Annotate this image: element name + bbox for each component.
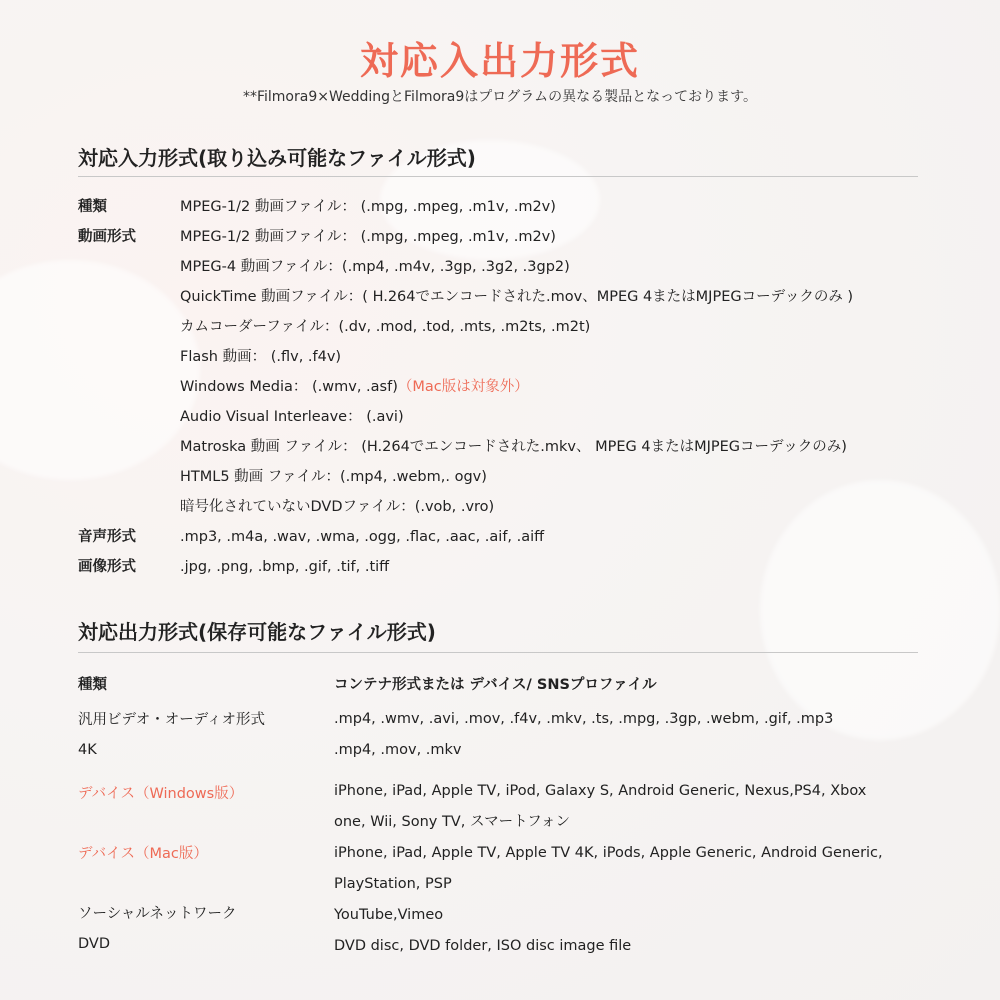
input-format-text: Flash 動画： (.flv, .f4v) (180, 349, 342, 365)
input-format-text: Matroska 動画 ファイル： (H.264でエンコードされた.mkv、 MPEG 4またはMJPEGコーデックのみ) (180, 439, 847, 455)
input-format-label: 種類 (78, 199, 107, 215)
input-format-value (180, 342, 341, 372)
input-format-text: HTML5 動画 ファイル：(.mp4, .webm,. ogv) (180, 469, 487, 485)
input-format-text: カムコーダーファイル：(.dv, .mod, .tod, .mts, .m2ts, .m2t) (180, 319, 591, 335)
input-format-note: （Mac版は対象外） (397, 379, 529, 395)
output-col-type-header: 種類 (78, 677, 107, 693)
input-format-value (180, 372, 529, 402)
output-value-social: YouTube,Vimeo (334, 907, 444, 923)
input-format-value (180, 432, 847, 462)
output-value-mac-devices-2: PlayStation, PSP (334, 876, 452, 892)
section-divider (78, 176, 918, 177)
section-divider (78, 652, 918, 653)
input-format-value (180, 462, 487, 492)
input-format-value (180, 252, 570, 282)
output-label-social: ソーシャルネットワーク (78, 906, 237, 922)
input-format-text: 暗号化されていないDVDファイル：(.vob, .vro) (180, 499, 495, 515)
input-format-value (180, 522, 544, 552)
output-value-mac-devices-1: iPhone, iPad, Apple TV, Apple TV 4K, iPods, Apple Generic, Android Generic, (334, 845, 883, 861)
input-format-value (180, 402, 404, 432)
output-label-mac-devices: デバイス（Mac版） (78, 846, 208, 862)
input-format-text: MPEG-4 動画ファイル：(.mp4, .m4v, .3gp, .3g2, .3gp2) (180, 259, 570, 275)
output-label-general: 汎用ビデオ・オーディオ形式 (78, 712, 266, 728)
input-format-text: Windows Media： (.wmv, .asf) (180, 379, 398, 395)
input-format-value (180, 192, 556, 222)
input-format-value (180, 312, 590, 342)
page-title: 対応入出力形式 (359, 39, 640, 83)
output-section-heading: 対応出力形式(保存可能なファイル形式) (78, 620, 436, 644)
output-label-4k: 4K (78, 742, 97, 758)
input-format-label: 動画形式 (78, 229, 136, 245)
input-format-label: 画像形式 (78, 559, 136, 575)
input-format-value (180, 222, 556, 252)
output-label-dvd: DVD (78, 936, 110, 952)
output-label-windows-devices: デバイス（Windows版） (78, 786, 244, 802)
output-col-profile-header: コンテナ形式または デバイス/ SNSプロファイル (334, 677, 657, 693)
background-decoration (760, 480, 1000, 740)
output-value-general: .mp4, .wmv, .avi, .mov, .f4v, .mkv, .ts, .mpg, .3gp, .webm, .gif, .mp3 (334, 711, 834, 727)
background-decoration (0, 260, 200, 480)
input-format-text: .jpg, .png, .bmp, .gif, .tif, .tiff (180, 559, 390, 575)
output-value-windows-devices-2: one, Wii, Sony TV, スマートフォン (334, 814, 570, 830)
input-format-text: MPEG-1/2 動画ファイル： (.mpg, .mpeg, .m1v, .m2v) (180, 229, 556, 245)
input-format-text: MPEG-1/2 動画ファイル： (.mpg, .mpeg, .m1v, .m2v) (180, 199, 556, 215)
output-value-windows-devices-1: iPhone, iPad, Apple TV, iPod, Galaxy S, Android Generic, Nexus,PS4, Xbox (334, 783, 867, 799)
output-value-dvd: DVD disc, DVD folder, ISO disc image file (334, 938, 632, 954)
input-format-value (180, 492, 494, 522)
input-format-text: .mp3, .m4a, .wav, .wma, .ogg, .flac, .aac, .aif, .aiff (180, 529, 545, 545)
output-value-4k: .mp4, .mov, .mkv (334, 742, 462, 758)
input-format-text: Audio Visual Interleave： (.avi) (180, 409, 404, 425)
page-subtitle: **Filmora9×WeddingとFilmora9はプログラムの異なる製品となっております。 (242, 89, 758, 105)
input-format-value (180, 552, 389, 582)
input-format-value (180, 282, 853, 312)
input-format-text: QuickTime 動画ファイル：( H.264でエンコードされた.mov、MPEG 4またはMJPEGコーデックのみ ) (180, 289, 854, 305)
input-section-heading: 対応入力形式(取り込み可能なファイル形式) (78, 146, 476, 170)
input-format-label: 音声形式 (78, 529, 136, 545)
